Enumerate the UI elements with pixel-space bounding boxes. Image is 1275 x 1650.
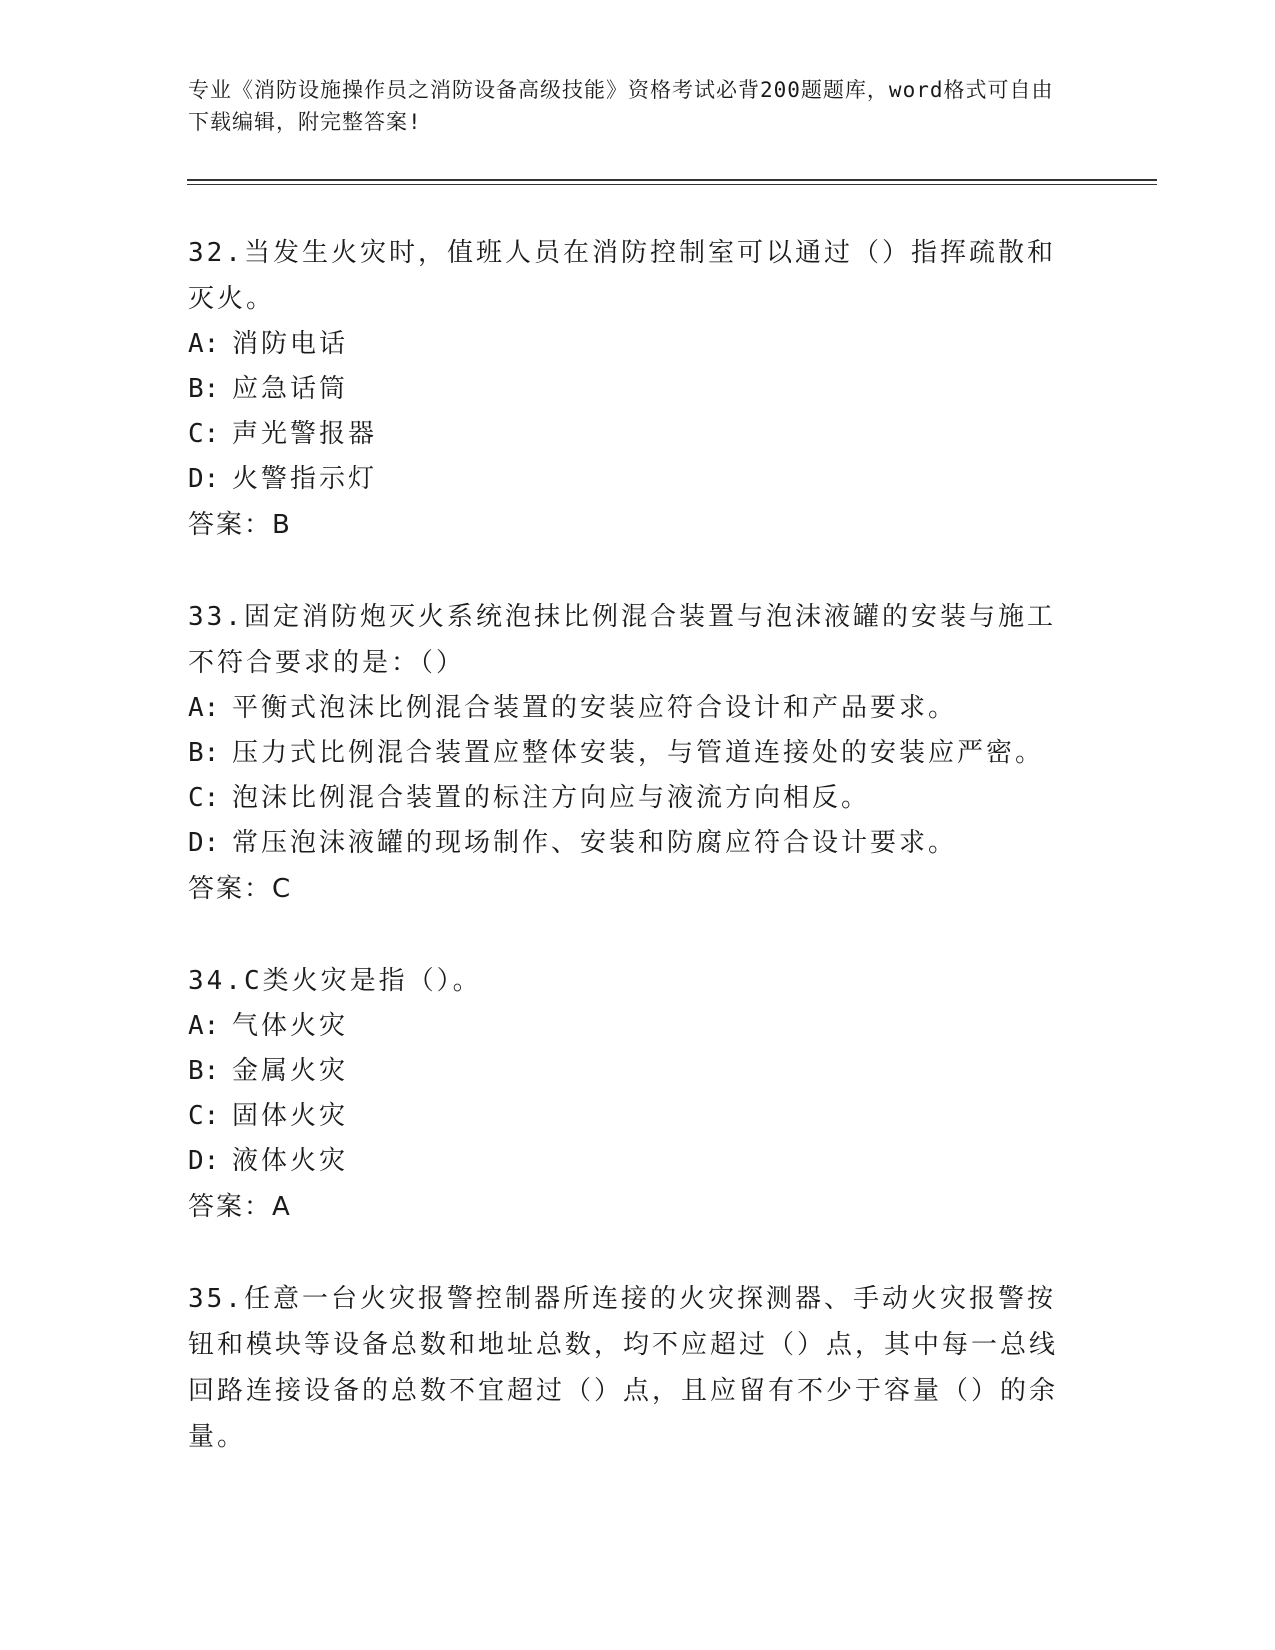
option-a: [188, 1004, 1078, 1049]
option-d: [188, 821, 1078, 866]
question-stem: 35.任意一台火灾报警控制器所连接的火灾探测器、手动火灾报警按钮和模块等设备总数和地址总数，均不应超过（）点，其中每一总线回路连接设备的总数不宜超过（）点，且应留有不少于容量（）的余量。: [188, 1284, 1059, 1452]
option-letter: A:: [188, 329, 220, 359]
option-c: [188, 776, 1078, 821]
option-letter: A:: [188, 693, 220, 723]
option-text: 消防电话: [232, 329, 349, 359]
option-d: [188, 1139, 1078, 1184]
question-list: [188, 230, 1078, 1506]
question-33: [188, 594, 1078, 912]
header-divider-thick: [187, 179, 1157, 181]
option-letter: D:: [188, 828, 220, 858]
option-text: 常压泡沫液罐的现场制作、安装和防腐应符合设计要求。: [232, 828, 958, 858]
option-letter: D:: [188, 1146, 220, 1176]
option-text: 金属火灾: [232, 1056, 349, 1086]
option-a: [188, 686, 1078, 731]
question-35: [188, 1276, 1078, 1460]
question-34: [188, 958, 1078, 1230]
question-stem: 32.当发生火灾时，值班人员在消防控制室可以通过（）指挥疏散和灭火。: [188, 238, 1056, 314]
option-text: 火警指示灯: [232, 464, 378, 494]
option-letter: C:: [188, 419, 220, 449]
option-d: [188, 457, 1078, 502]
option-text: 液体火灾: [232, 1146, 349, 1176]
option-letter: C:: [188, 1101, 220, 1131]
option-text: 平衡式泡沫比例混合装置的安装应符合设计和产品要求。: [232, 693, 958, 723]
option-text: 应急话筒: [232, 374, 349, 404]
option-text: 声光警报器: [232, 419, 378, 449]
option-text: 气体火灾: [232, 1011, 349, 1041]
document-header: 专业《消防设施操作员之消防设备高级技能》资格考试必背200题题库，word格式可自由下载编辑，附完整答案!: [188, 78, 1054, 134]
answer-line: 答案：C: [188, 874, 293, 904]
option-letter: C:: [188, 783, 220, 813]
option-c: [188, 412, 1078, 457]
option-b: [188, 1049, 1078, 1094]
option-letter: D:: [188, 464, 220, 494]
option-a: [188, 322, 1078, 367]
option-text: 压力式比例混合装置应整体安装，与管道连接处的安装应严密。: [232, 738, 1045, 768]
header-divider-thin: [187, 184, 1157, 185]
option-letter: B:: [188, 374, 220, 404]
option-letter: B:: [188, 738, 220, 768]
answer-line: 答案：B: [188, 510, 292, 540]
question-stem: 34.C类火灾是指（）。: [188, 966, 482, 996]
option-b: [188, 367, 1078, 412]
question-32: [188, 230, 1078, 548]
answer-line: 答案：A: [188, 1192, 292, 1222]
option-letter: B:: [188, 1056, 220, 1086]
option-text: 固体火灾: [232, 1101, 349, 1131]
option-c: [188, 1094, 1078, 1139]
option-text: 泡沫比例混合装置的标注方向应与液流方向相反。: [232, 783, 871, 813]
option-b: [188, 731, 1078, 776]
option-letter: A:: [188, 1011, 220, 1041]
question-stem: 33.固定消防炮灭火系统泡抹比例混合装置与泡沫液罐的安装与施工不符合要求的是：（）: [188, 602, 1056, 678]
